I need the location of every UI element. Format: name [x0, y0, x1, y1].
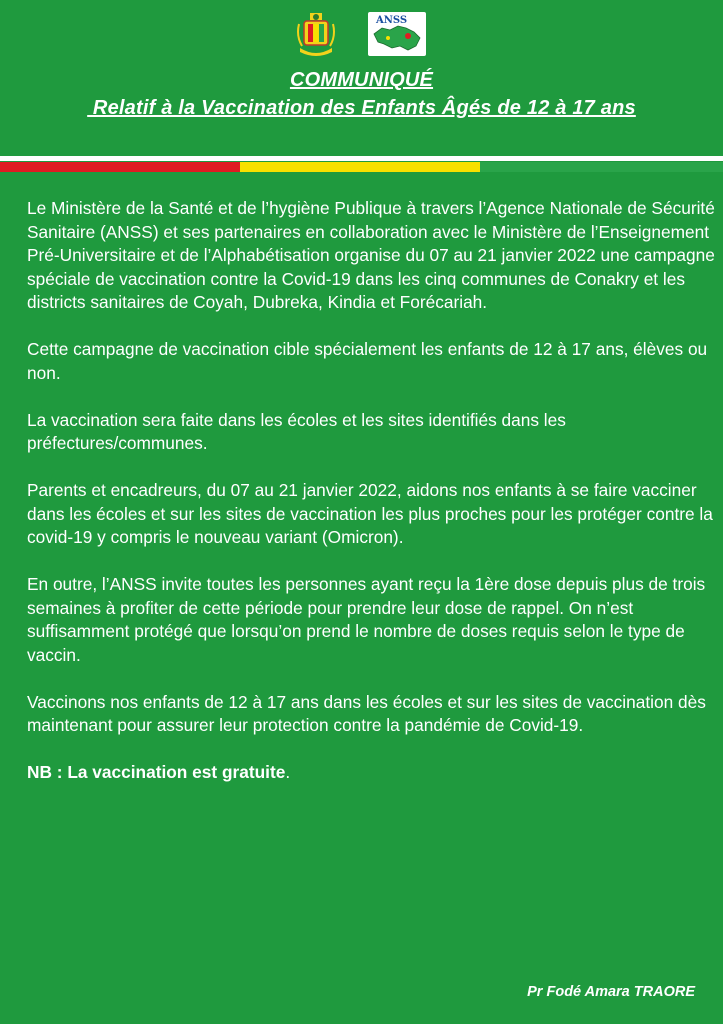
stripe-white: [0, 156, 723, 161]
flag-stripe: [0, 156, 723, 172]
paragraph-booster: En outre, l’ANSS invite toutes les personnes ayant reçu la 1ère dose depuis plus de trois semaines à profiter de cette période pour prendre leur dose de rappel. On n’est suffisamment protégé que lorsqu’on prend le nombre de doses requis selon le type de vaccin.: [27, 574, 706, 665]
paragraph-parents: Parents et encadreurs, du 07 au 21 janvier 2022, aidons nos enfants à se faire vacciner dans les écoles et sur les sites de vaccination les plus proches pour les protéger contre la covid-19 y compris le nouveau variant (Omicron).: [27, 480, 713, 547]
stripe-yellow: [240, 162, 480, 172]
paragraph-call-to-action: Vaccinons nos enfants de 12 à 17 ans dans les écoles et sur les sites de vaccination dès maintenant pour assurer leur protection contre la pandémie de Covid-19.: [27, 691, 706, 735]
paragraph-intro: Le Ministère de la Santé et de l’hygiène Publique à travers l’Agence Nationale de Sécurité Sanitaire (ANSS) et ses partenaires en collaboration avec le Ministère de l’Enseignement Pré-Universitaire et de l’Alphabétisation organise du 07 au 21 janvier 2022 une campagne spéciale de vaccination contre la Covid-19 dans les cinq communes de Conakry et les districts sanitaires de Coyah, Dubreka, Kindia et Forécariah.: [27, 198, 715, 312]
header-logos: [0, 10, 723, 60]
page-subtitle: Relatif à la Vaccination des Enfants Âgés de 12 à 17 ans: [87, 97, 636, 119]
paragraph-target: Cette campagne de vaccination cible spécialement les enfants de 12 à 17 ans, élèves ou non.: [27, 339, 708, 383]
title-block: [0, 66, 723, 122]
stripe-red: [0, 162, 240, 172]
signature: Pr Fodé Amara TRAORE: [527, 984, 695, 1000]
page-title: COMMUNIQUÉ: [289, 69, 434, 91]
nb-suffix: .: [285, 762, 291, 782]
anss-logo: [368, 12, 426, 56]
nb-text: NB : La vaccination est gratuite: [27, 762, 286, 782]
anss-logo-text: ANSS: [376, 15, 408, 26]
guinea-map-icon: [368, 12, 426, 56]
communique-body: [27, 197, 717, 808]
nb-note: [27, 761, 717, 785]
paragraph-locations: La vaccination sera faite dans les écoles et les sites identifiés dans les préfectures/communes.: [27, 409, 566, 453]
stripe-green: [480, 162, 723, 172]
guinea-coat-of-arms-icon: [296, 12, 336, 58]
